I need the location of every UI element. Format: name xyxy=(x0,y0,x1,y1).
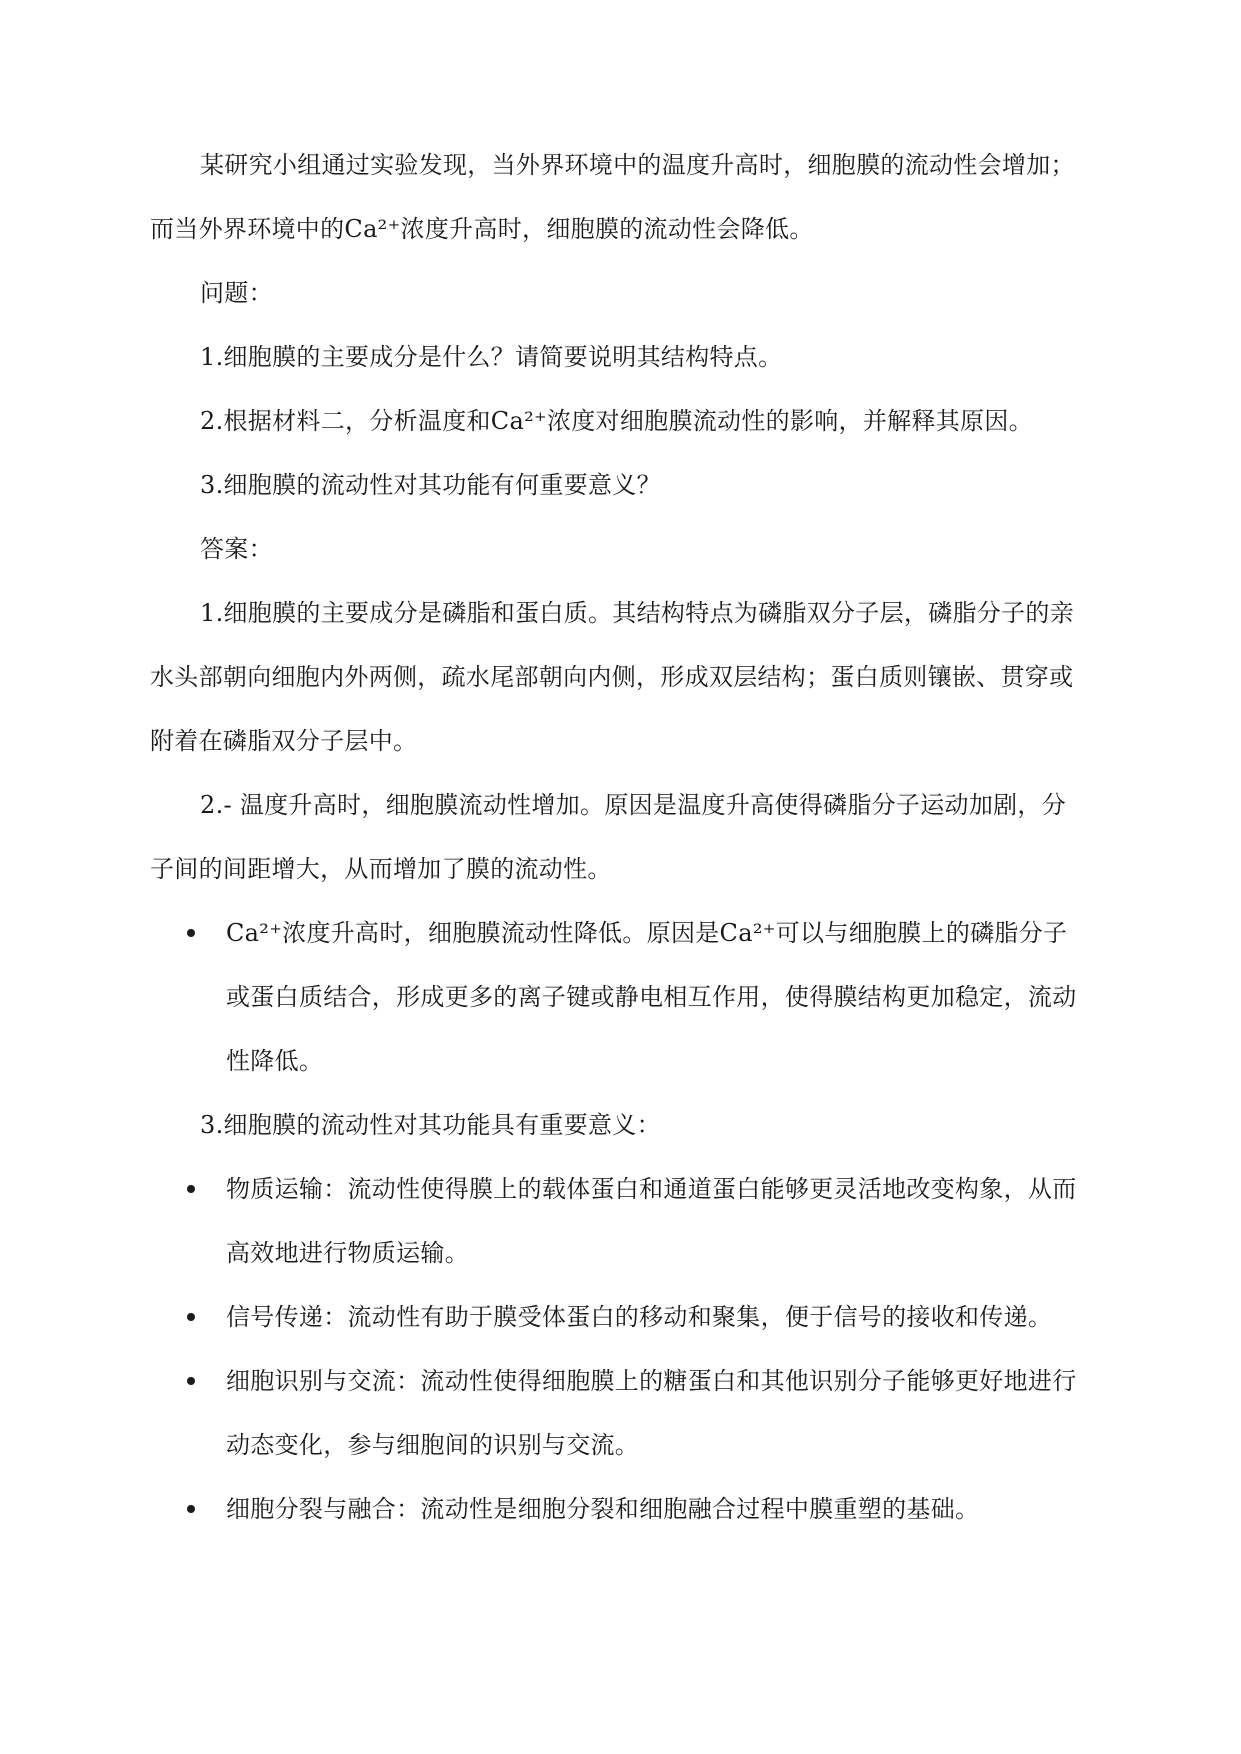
bullet-icon xyxy=(187,1313,195,1321)
question-3: 3.细胞膜的流动性对其功能有何重要意义？ xyxy=(200,471,661,499)
question-2: 2.根据材料二，分析温度和Ca²⁺浓度对细胞膜流动性的影响，并解释其原因。 xyxy=(200,407,1033,435)
list-item xyxy=(150,1285,1090,1349)
answer-3-bullet-2: 信号传递：流动性有助于膜受体蛋白的移动和聚集，便于信号的接收和传递。 xyxy=(226,1303,1053,1331)
answer-2-bullet-text: Ca²⁺浓度升高时，细胞膜流动性降低。原因是Ca²⁺可以与细胞膜上的磷脂分子或蛋白质结合，形成更多的离子键或静电相互作用，使得膜结构更加稳定，流动性降低。 xyxy=(226,919,1077,1075)
list-item xyxy=(150,1477,1090,1541)
answer-3-bullet-1: 物质运输：流动性使得膜上的载体蛋白和通道蛋白能够更灵活地改变构象，从而高效地进行物质运输。 xyxy=(226,1175,1077,1267)
intro-line-2: 而当外界环境中的Ca²⁺浓度升高时，细胞膜的流动性会降低。 xyxy=(150,215,814,243)
answer-1: 1.细胞膜的主要成分是磷脂和蛋白质。其结构特点为磷脂双分子层，磷脂分子的亲水头部朝向细胞内外两侧，疏水尾部朝向内侧，形成双层结构；蛋白质则镶嵌、贯穿或附着在磷脂双分子层中。 xyxy=(150,599,1074,755)
intro-paragraph xyxy=(150,133,1090,261)
list-item xyxy=(150,1349,1090,1477)
document-page xyxy=(150,133,1090,1541)
bullet-icon xyxy=(187,1377,195,1385)
bullet-icon xyxy=(187,1185,195,1193)
list-item xyxy=(150,901,1090,1093)
list-item xyxy=(150,1157,1090,1285)
questions-heading: 问题： xyxy=(200,279,273,307)
bullet-icon xyxy=(187,929,195,937)
bullet-icon xyxy=(187,1505,195,1513)
answer-2: 2.- 温度升高时，细胞膜流动性增加。原因是温度升高使得磷脂分子运动加剧，分子间的间距增大，从而增加了膜的流动性。 xyxy=(150,791,1067,883)
answer-3: 3.细胞膜的流动性对其功能具有重要意义： xyxy=(200,1111,661,1139)
answers-heading: 答案： xyxy=(200,535,273,563)
answer-3-bullet-4: 细胞分裂与融合：流动性是细胞分裂和细胞融合过程中膜重塑的基础。 xyxy=(226,1495,980,1523)
answer-3-bullet-3: 细胞识别与交流：流动性使得细胞膜上的糖蛋白和其他识别分子能够更好地进行动态变化，参与细胞间的识别与交流。 xyxy=(226,1367,1077,1459)
question-1: 1.细胞膜的主要成分是什么？请简要说明其结构特点。 xyxy=(200,343,783,371)
intro-line-1: 某研究小组通过实验发现，当外界环境中的温度升高时，细胞膜的流动性会增加； xyxy=(200,151,1075,179)
